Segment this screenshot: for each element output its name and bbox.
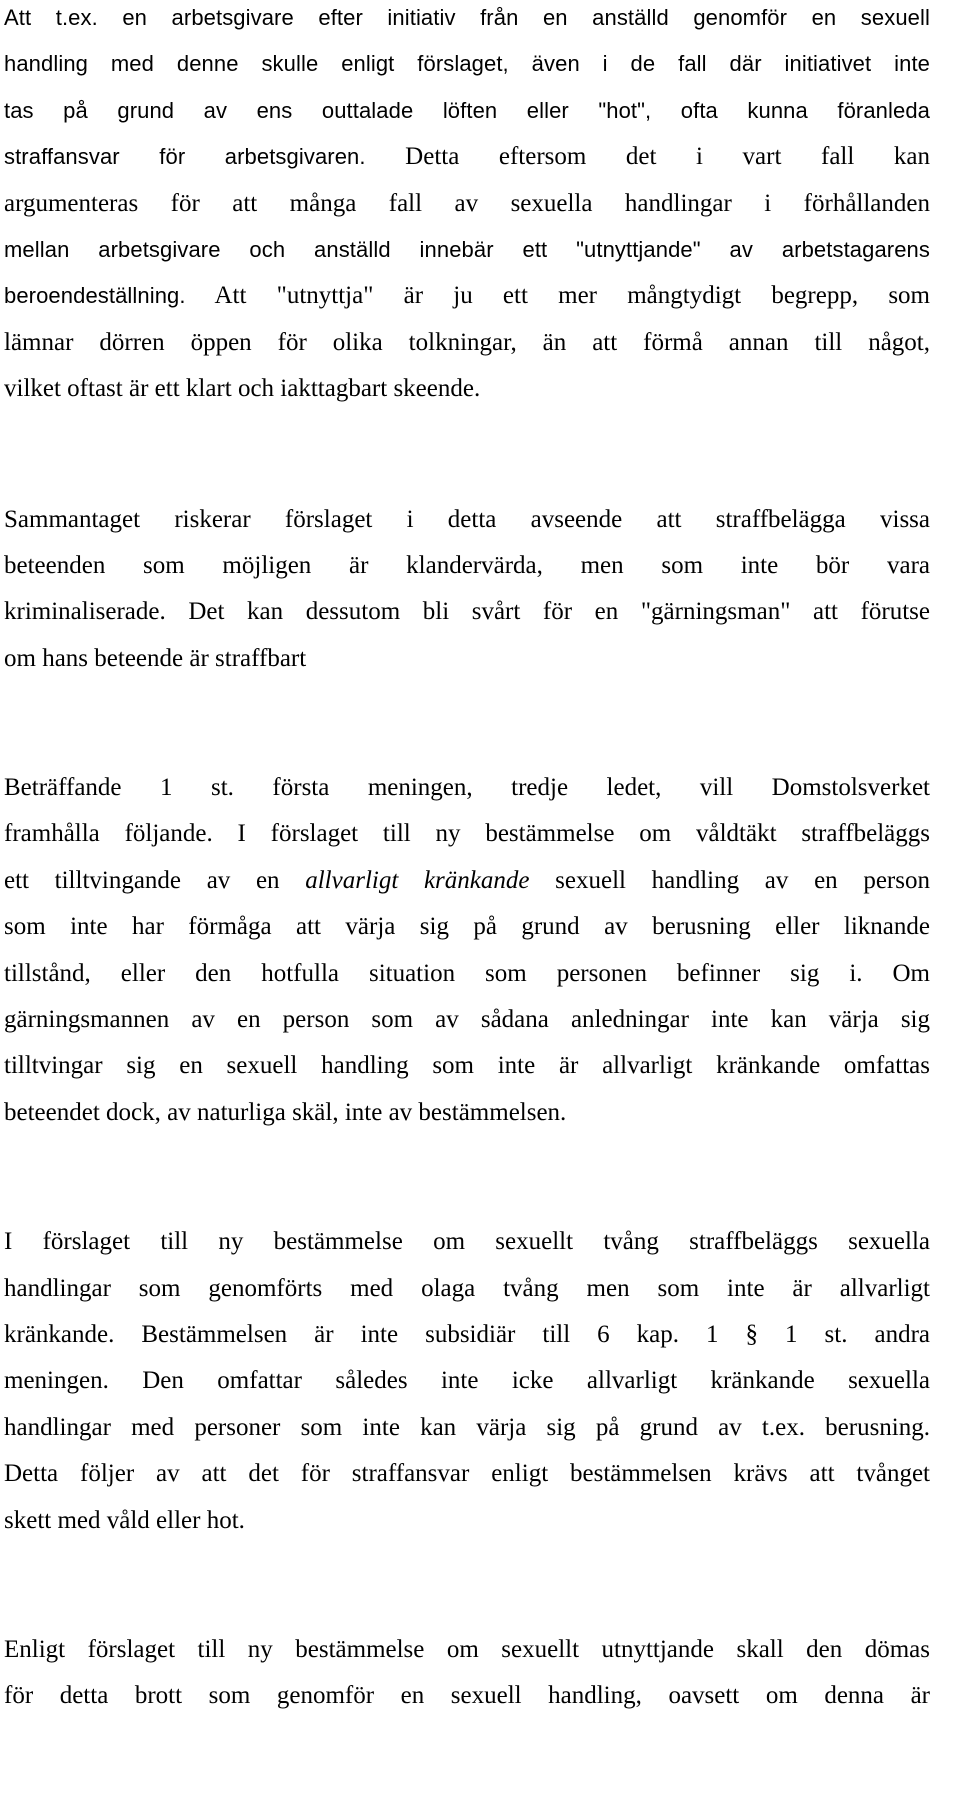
text-line — [4, 273, 930, 319]
text-line — [4, 858, 930, 904]
text-line: framhålla följande. I förslaget till ny bestämmelse om våldtäkt straffbeläggs — [4, 820, 930, 848]
text-line: kränkande. Bestämmelsen är inte subsidiär till 6 kap. 1 § 1 st. andra — [4, 1320, 930, 1348]
paragraph-2 — [4, 497, 930, 683]
paragraph-gap — [4, 413, 930, 497]
paragraph-gap — [4, 682, 930, 765]
paragraph-5 — [4, 1627, 930, 1720]
paragraph-gap — [4, 1544, 930, 1627]
paragraph-4 — [4, 1219, 930, 1544]
paragraph-gap — [4, 1136, 930, 1219]
text-line: för detta brott som genomför en sexuell handling, oavsett om denna är — [4, 1682, 930, 1710]
text-line: Sammantaget riskerar förslaget i detta avseende att straffbelägga vissa — [4, 505, 930, 533]
text-line: argumenteras för att många fall av sexuella handlingar i förhållanden — [4, 189, 930, 217]
text-segment: straffansvar för arbetsgivaren. — [4, 144, 366, 170]
text-line: om hans beteende är straffbart — [4, 644, 307, 672]
text-line: handling med denne skulle enligt förslaget, även i de fall där initiativet inte — [4, 51, 930, 77]
text-segment: beroendeställning. — [4, 283, 186, 309]
paragraph-3 — [4, 765, 930, 1136]
text-line: lämnar dörren öppen för olika tolkningar, än att förmå annan till något, — [4, 328, 930, 356]
text-line: handlingar med personer som inte kan värja sig på grund av t.ex. berusning. — [4, 1413, 930, 1441]
text-line: vilket oftast är ett klart och iakttagbart skeende. — [4, 375, 481, 403]
text-line: skett med våld eller hot. — [4, 1506, 245, 1534]
text-line: Enligt förslaget till ny bestämmelse om sexuellt utnyttjande skall den dömas — [4, 1635, 930, 1663]
text-segment: ett tilltvingande av en — [4, 866, 306, 894]
emphasis-text: allvarligt kränkande — [305, 866, 530, 894]
text-line: meningen. Den omfattar således inte icke allvarligt kränkande sexuella — [4, 1367, 930, 1395]
text-line: kriminaliserade. Det kan dessutom bli svårt för en "gärningsman" att förutse — [4, 598, 930, 626]
text-segment: sexuell handling av en person — [529, 866, 930, 894]
text-line — [4, 134, 930, 180]
text-line: Detta följer av att det för straffansvar enligt bestämmelsen krävs att tvånget — [4, 1460, 930, 1488]
text-segment: Att "utnyttja" är ju ett mer mångtydigt begrepp, som — [185, 282, 930, 310]
text-line: tillstånd, eller den hotfulla situation som personen befinner sig i. Om — [4, 959, 930, 987]
text-line: beteendet dock, av naturliga skäl, inte av bestämmelsen. — [4, 1098, 567, 1126]
text-line: Att t.ex. en arbetsgivare efter initiativ från en anställd genomför en sexuell — [4, 5, 930, 30]
text-line: gärningsmannen av en person som av sådana anledningar inte kan värja sig — [4, 1006, 930, 1034]
text-line: tas på grund av ens outtalade löften eller "hot", ofta kunna föranleda — [4, 97, 930, 123]
text-line: Beträffande 1 st. första meningen, tredje ledet, vill Domstolsverket — [4, 774, 930, 802]
text-line: I förslaget till ny bestämmelse om sexuellt tvång straffbeläggs sexuella — [4, 1228, 930, 1256]
text-line: tilltvingar sig en sexuell handling som inte är allvarligt kränkande omfattas — [4, 1052, 930, 1080]
text-segment: Detta eftersom det i vart fall kan — [365, 143, 930, 171]
document-page — [4, 0, 930, 1720]
text-line: beteenden som möjligen är klandervärda, men som inte bör vara — [4, 551, 930, 579]
text-line: som inte har förmåga att värja sig på grund av berusning eller liknande — [4, 913, 930, 941]
paragraph-1 — [4, 0, 930, 413]
text-line: handlingar som genomförts med olaga tvång men som inte är allvarligt — [4, 1274, 930, 1302]
text-line: mellan arbetsgivare och anställd innebär ett "utnyttjande" av arbetstagarens — [4, 236, 930, 262]
